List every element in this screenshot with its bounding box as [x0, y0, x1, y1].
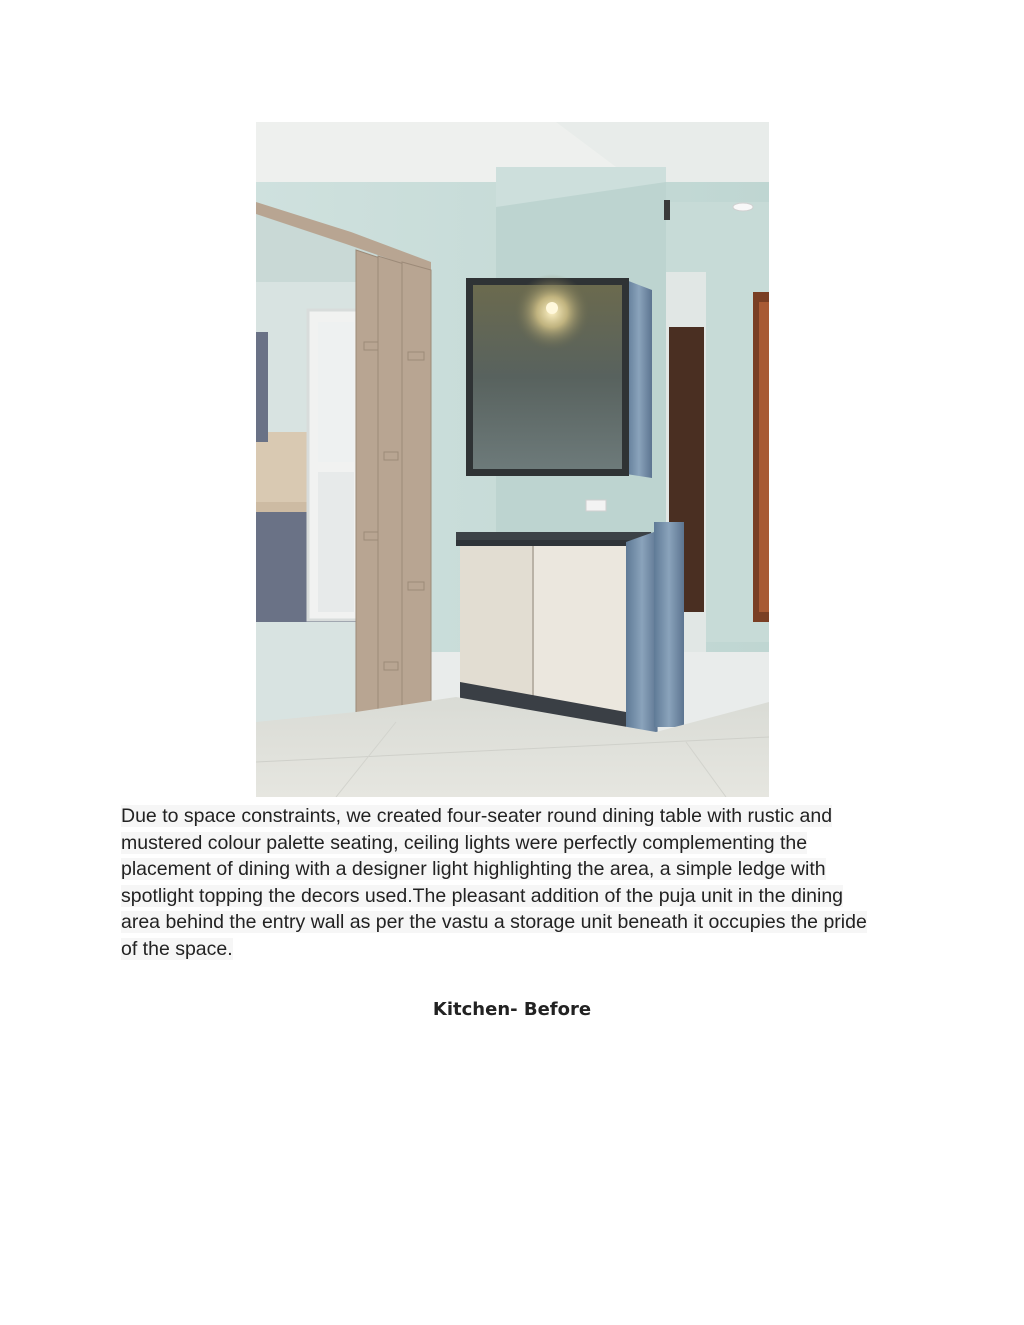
interior-photo-drawing — [256, 122, 769, 797]
paragraph-line: placement of dining with a designer light highlighting the area, a simple ledge with — [121, 858, 826, 880]
paragraph-line: spotlight topping the decors used.The pleasant addition of the puja unit in the dining — [121, 884, 844, 907]
paragraph-line: Due to space constraints, we created four-seater round dining table with rustic and — [121, 805, 833, 827]
description-paragraph — [121, 803, 921, 962]
paragraph-line: area behind the entry wall as per the vastu a storage unit beneath it occupies the pride — [121, 911, 867, 933]
interior-photo — [256, 122, 769, 797]
paragraph-line: of the space. — [121, 937, 233, 960]
paragraph-line: mustered colour palette seating, ceiling lights were perfectly complementing the — [121, 831, 808, 854]
section-heading: Kitchen- Before — [432, 999, 592, 1020]
lattice-partition — [356, 250, 431, 732]
